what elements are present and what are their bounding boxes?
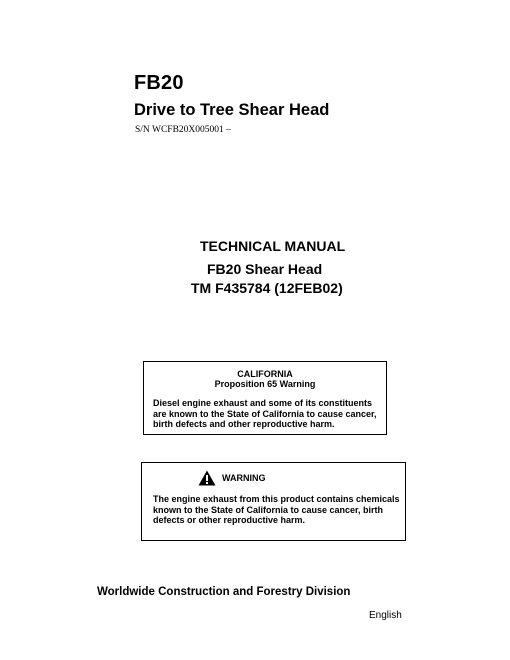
warning-notice: [141, 462, 406, 541]
language-label: English: [369, 610, 402, 621]
notice-subtitle: Proposition 65 Warning: [214, 379, 316, 389]
model-title: FB20: [134, 72, 184, 94]
warning-triangle-icon: [198, 470, 216, 486]
serial-number: S/N WCFB20X005001 –: [135, 125, 231, 135]
division-name: Worldwide Construction and Forestry Division: [97, 586, 351, 598]
california-prop65-notice: [143, 361, 387, 435]
manual-product: FB20 Shear Head: [207, 261, 323, 277]
manual-type: TECHNICAL MANUAL: [200, 238, 346, 254]
notice-title: CALIFORNIA: [237, 369, 293, 379]
manual-number: TM F435784 (12FEB02): [191, 280, 343, 296]
warning-header: [198, 470, 266, 486]
warning-label: WARNING: [222, 472, 266, 483]
warning-body: The engine exhaust from this product contains chemicals known to the State of California to cause cancer, birth defects or other reproductive harm.: [153, 494, 400, 525]
notice-body: Diesel engine exhaust and some of its constituents are known to the State of California to cause cancer, birth defects and other reproductive harm.: [153, 398, 377, 429]
document-title: Drive to Tree Shear Head: [134, 101, 330, 119]
